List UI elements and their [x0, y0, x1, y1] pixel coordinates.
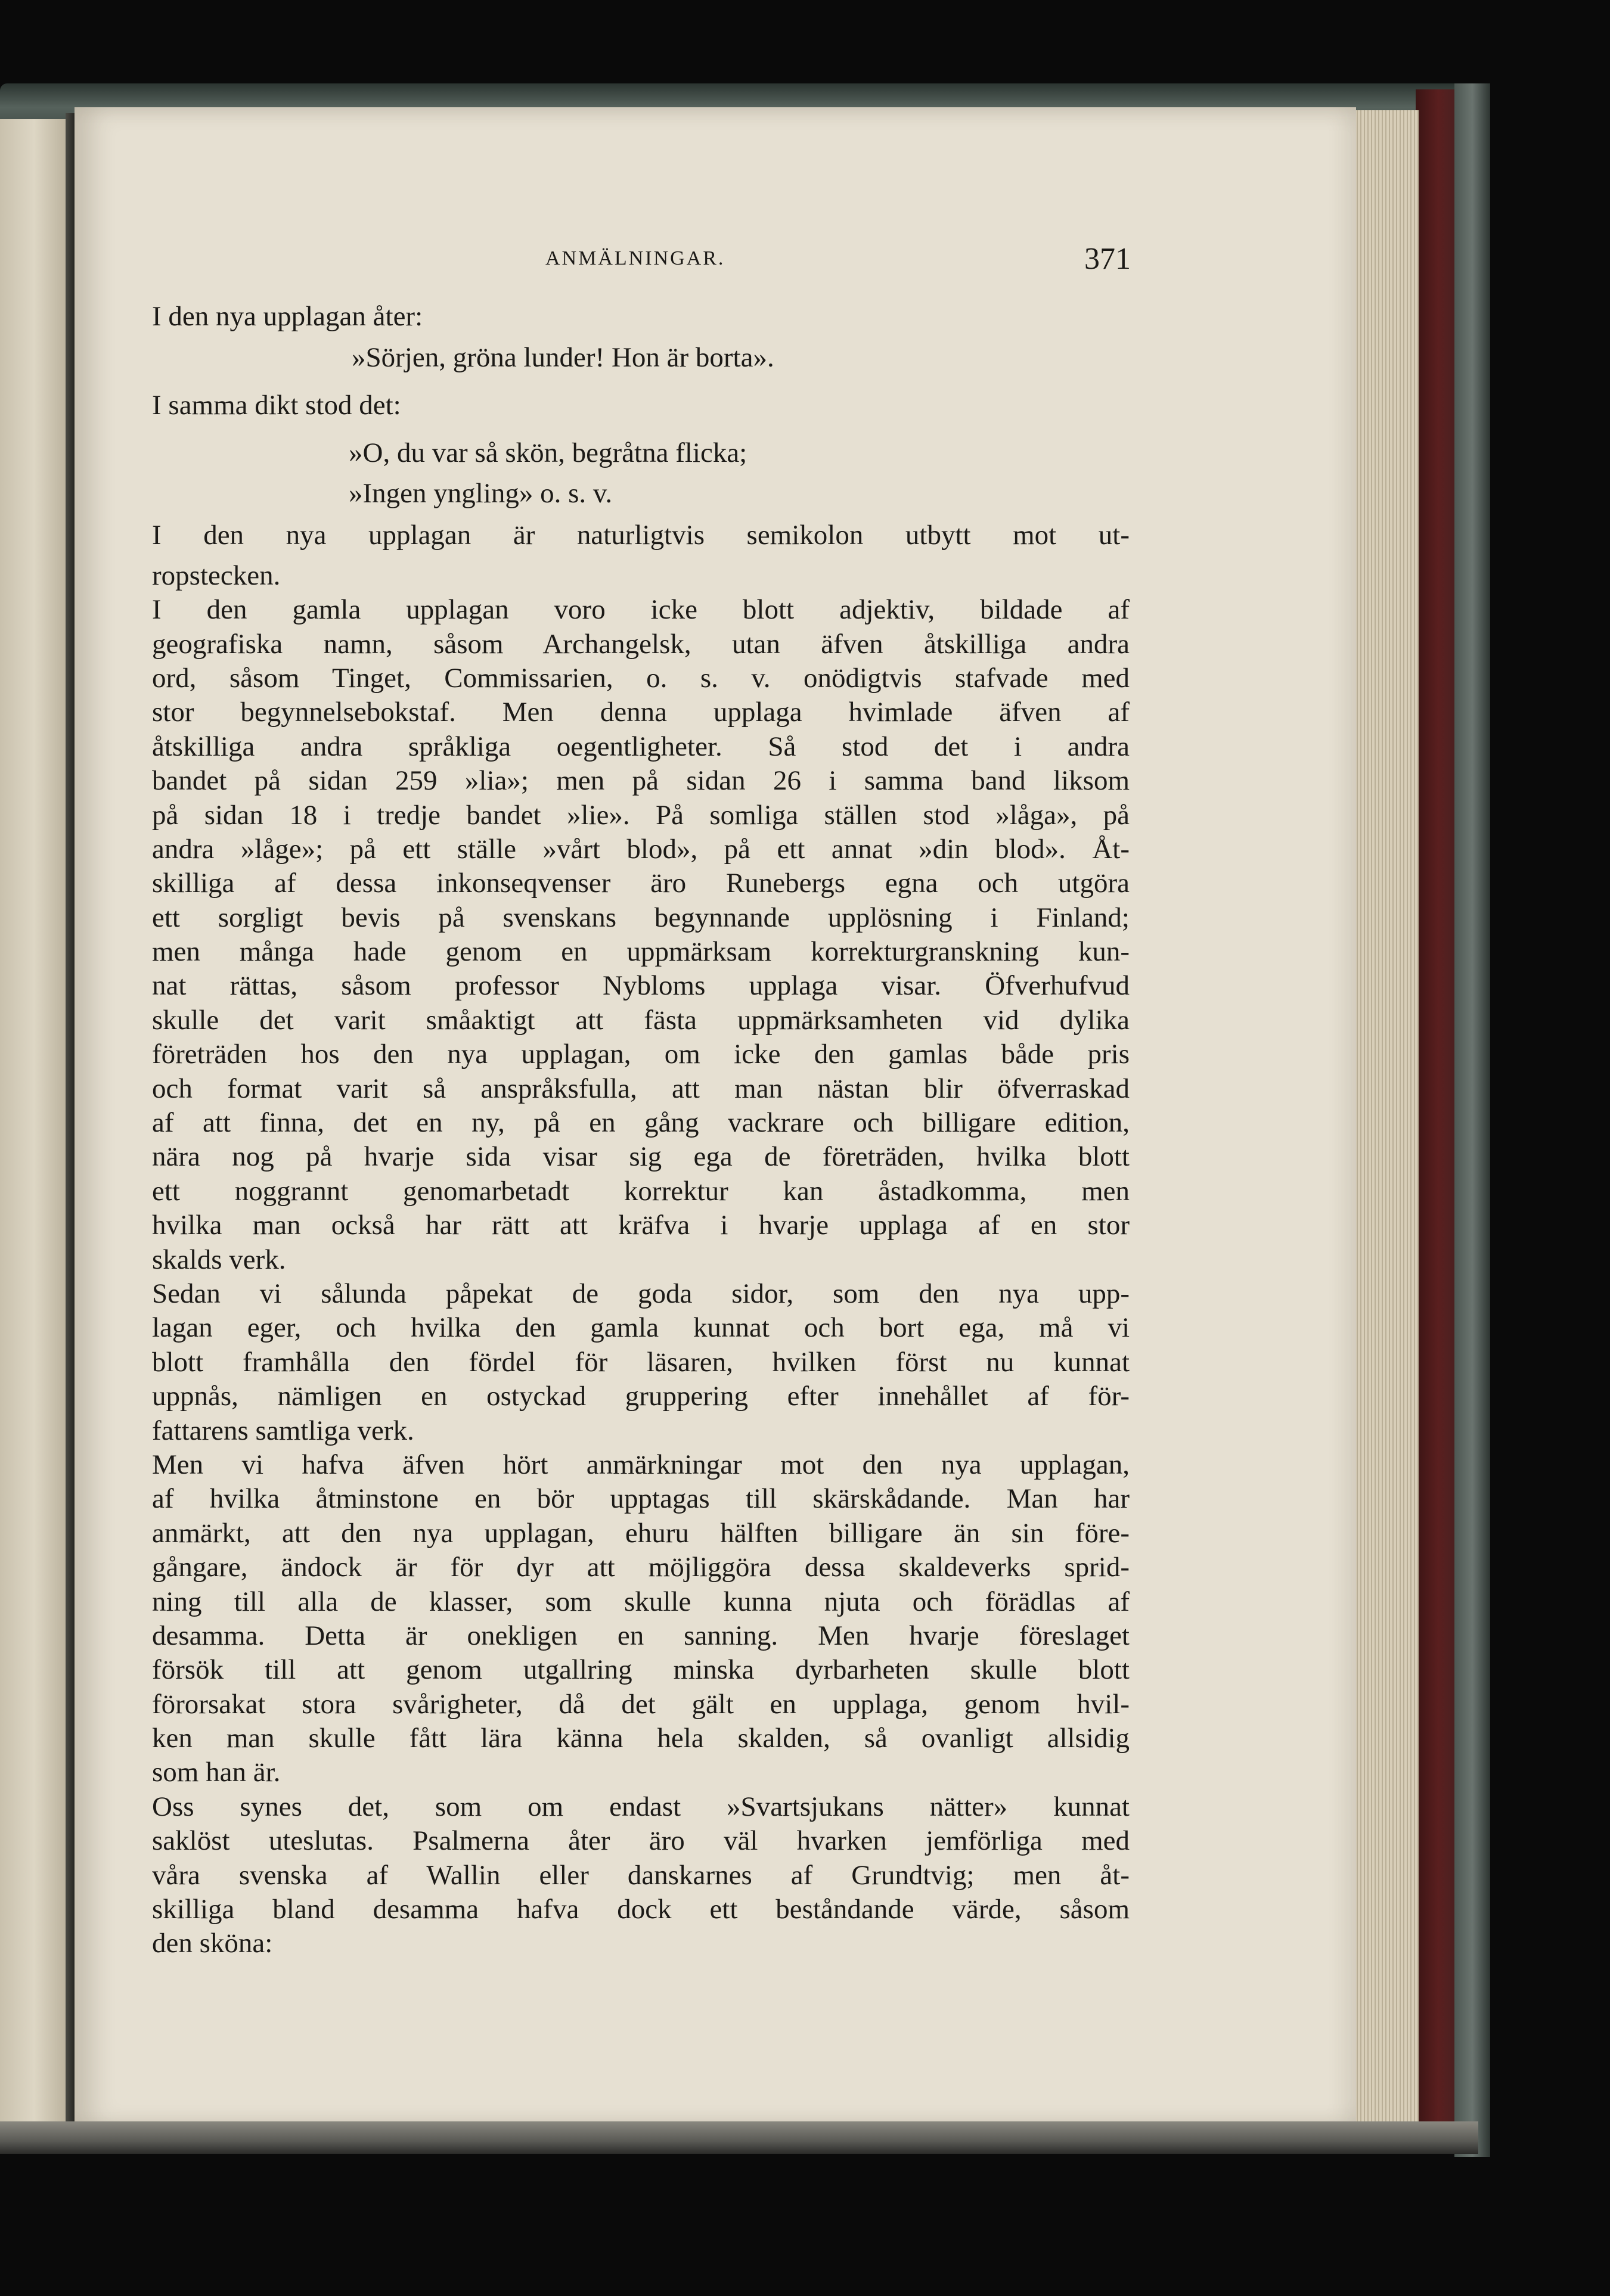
quote-line: »O, du var så skön, begråtna flicka; — [349, 437, 747, 469]
text-line: på sidan 18 i tredje bandet »lie». På somliga ställen stod »låga», på — [152, 799, 1130, 831]
quote-line: »Sörjen, gröna lunder! Hon är borta». — [352, 342, 774, 374]
text-line: I den gamla upplagan voro icke blott adjektiv, bildade af — [152, 594, 1130, 626]
text-line: hvilka man också har rätt att kräfva i hvarje upplaga af en stor — [152, 1210, 1130, 1241]
text-line: förorsakat stora svårigheter, då det gält en upplaga, genom hvil- — [152, 1688, 1130, 1720]
text-line: ropstecken. — [152, 560, 281, 591]
text-line: men många hade genom en uppmärksam korrekturgranskning kun- — [152, 936, 1130, 968]
text-line: gångare, ändock är för dyr att möjliggöra dessa skaldeverks sprid- — [152, 1552, 1130, 1583]
quote-line: »Ingen yngling» o. s. v. — [349, 478, 613, 509]
text-line: I samma dikt stod det: — [152, 390, 401, 421]
text-line: I den nya upplagan är naturligtvis semikolon utbytt mot ut- — [152, 519, 1130, 551]
text-line: stor begynnelsebokstaf. Men denna upplaga hvimlade äfven af — [152, 697, 1130, 728]
text-line: anmärkt, att den nya upplagan, ehuru hälften billigare än sin före- — [152, 1517, 1130, 1549]
text-line: ning till alla de klasser, som skulle kunna njuta och förädlas af — [152, 1586, 1130, 1617]
text-line: Sedan vi sålunda påpekat de goda sidor, som den nya upp- — [152, 1278, 1130, 1309]
text-line: uppnås, nämligen en ostyckad gruppering efter innehållet af för- — [152, 1381, 1130, 1412]
page-number: 371 — [1084, 242, 1131, 276]
page-header — [152, 241, 1130, 283]
text-line: Oss synes det, som om endast »Svartsjukans nätter» kunnat — [152, 1791, 1130, 1822]
text-line: bandet på sidan 259 »lia»; men på sidan 26 i samma band liksom — [152, 765, 1130, 797]
text-line: skilliga af dessa inkonseqvenser äro Runebergs egna och utgöra — [152, 868, 1130, 899]
text-line: ett noggrannt genomarbetadt korrektur kan åstadkomma, men — [152, 1175, 1130, 1207]
running-head: ANMÄLNINGAR. — [545, 247, 725, 269]
text-line: ken man skulle fått lära känna hela skalden, så ovanligt allsidig — [152, 1723, 1130, 1754]
text-line: försök till att genom utgallring minska dyrbarheten skulle blott — [152, 1654, 1130, 1686]
page-body-text — [152, 300, 1130, 1961]
text-line: som han är. — [152, 1757, 281, 1788]
text-line: nära nog på hvarje sida visar sig ega de företräden, hvilka blott — [152, 1141, 1130, 1173]
text-line: skilliga bland desamma hafva dock ett beståndande värde, såsom — [152, 1894, 1130, 1925]
book-cover-bottom — [0, 2121, 1478, 2154]
text-line: blott framhålla den fördel för läsaren, hvilken först nu kunnat — [152, 1346, 1130, 1378]
text-line: saklöst uteslutas. Psalmerna åter äro väl hvarken jemförliga med — [152, 1825, 1130, 1857]
left-page-edge — [0, 119, 69, 2145]
text-line: af att finna, det en ny, på en gång vackrare och billigare edition, — [152, 1107, 1130, 1139]
text-line: våra svenska af Wallin eller danskarnes af Grundtvig; men åt- — [152, 1859, 1130, 1891]
text-line: nat rättas, såsom professor Nybloms upplaga visar. Öfverhufvud — [152, 970, 1130, 1002]
text-line: företräden hos den nya upplagan, om icke den gamlas både pris — [152, 1039, 1130, 1070]
text-line: desamma. Detta är onekligen en sanning. Men hvarje föreslaget — [152, 1620, 1130, 1651]
text-line: ord, såsom Tinget, Commissarien, o. s. v. onödigtvis stafvade med — [152, 662, 1130, 694]
text-line: den sköna: — [152, 1928, 273, 1959]
text-line: andra »låge»; på ett ställe »vårt blod», på ett annat »din blod». Åt- — [152, 833, 1130, 865]
text-line: geografiska namn, såsom Archangelsk, utan äfven åtskilliga andra — [152, 628, 1130, 660]
text-line: fattarens samtliga verk. — [152, 1415, 414, 1446]
text-line: I den nya upplagan åter: — [152, 301, 423, 332]
text-line: skulle det varit småaktigt att fästa uppmärksamheten vid dylika — [152, 1004, 1130, 1036]
text-line: skalds verk. — [152, 1244, 286, 1275]
text-line: Men vi hafva äfven hört anmärkningar mot den nya upplagan, — [152, 1449, 1130, 1480]
text-line: lagan eger, och hvilka den gamla kunnat och bort ega, må vi — [152, 1312, 1130, 1344]
text-line: åtskilliga andra språkliga oegentligheter. Så stod det i andra — [152, 731, 1130, 762]
text-line: af hvilka åtminstone en bör upptagas till skärskådande. Man har — [152, 1483, 1130, 1515]
text-line: ett sorgligt bevis på svenskans begynnande upplösning i Finland; — [152, 902, 1130, 933]
book-cover-right-edge — [1454, 83, 1490, 2157]
text-line: och format varit så anspråksfulla, att man nästan blir öfverraskad — [152, 1073, 1130, 1104]
